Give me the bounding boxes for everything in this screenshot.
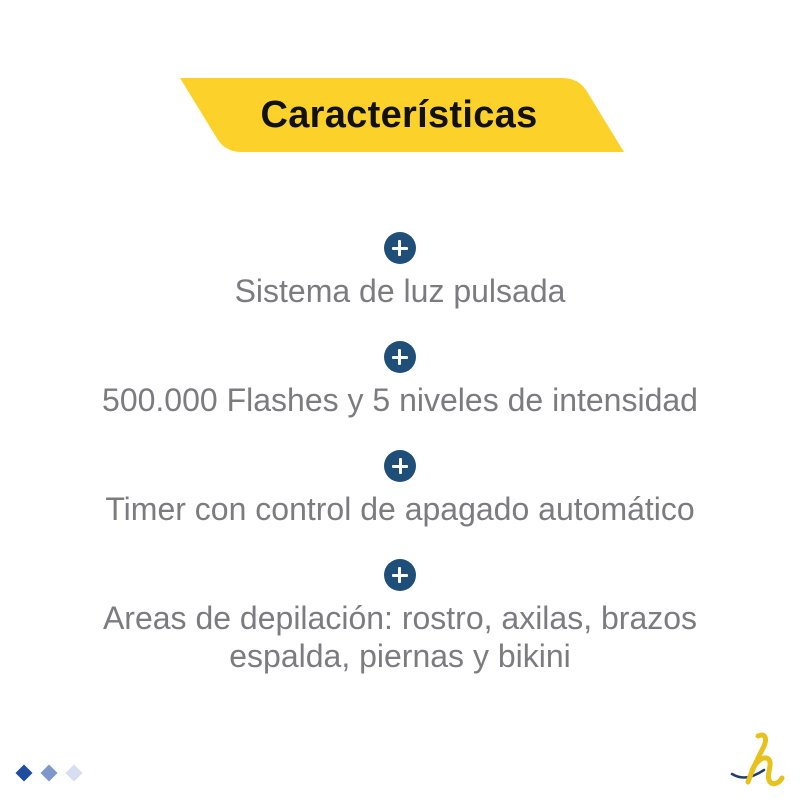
pagination-dots	[18, 767, 93, 779]
plus-circle-icon	[384, 450, 416, 482]
feature-item	[235, 232, 566, 310]
feature-item	[102, 341, 698, 419]
h-script-logo-icon	[728, 730, 788, 790]
pagination-dot[interactable]	[41, 765, 58, 782]
feature-list	[0, 232, 800, 706]
plus-circle-icon	[384, 232, 416, 264]
feature-item	[105, 450, 694, 528]
plus-circle-icon	[384, 341, 416, 373]
feature-text: Timer con control de apagado automático	[105, 491, 695, 527]
title-banner	[180, 78, 624, 152]
feature-text: 500.000 Flashes y 5 niveles de intensidad	[102, 382, 698, 418]
feature-text: Sistema de luz pulsada	[234, 273, 566, 309]
feature-item	[103, 559, 697, 675]
pagination-dot[interactable]	[66, 765, 83, 782]
page-title: Características	[260, 93, 538, 136]
pagination-dot-active[interactable]	[16, 765, 33, 782]
feature-text: Areas de depilación: rostro, axilas, brazos espalda, piernas y bikini	[102, 600, 698, 674]
plus-circle-icon	[384, 559, 416, 591]
